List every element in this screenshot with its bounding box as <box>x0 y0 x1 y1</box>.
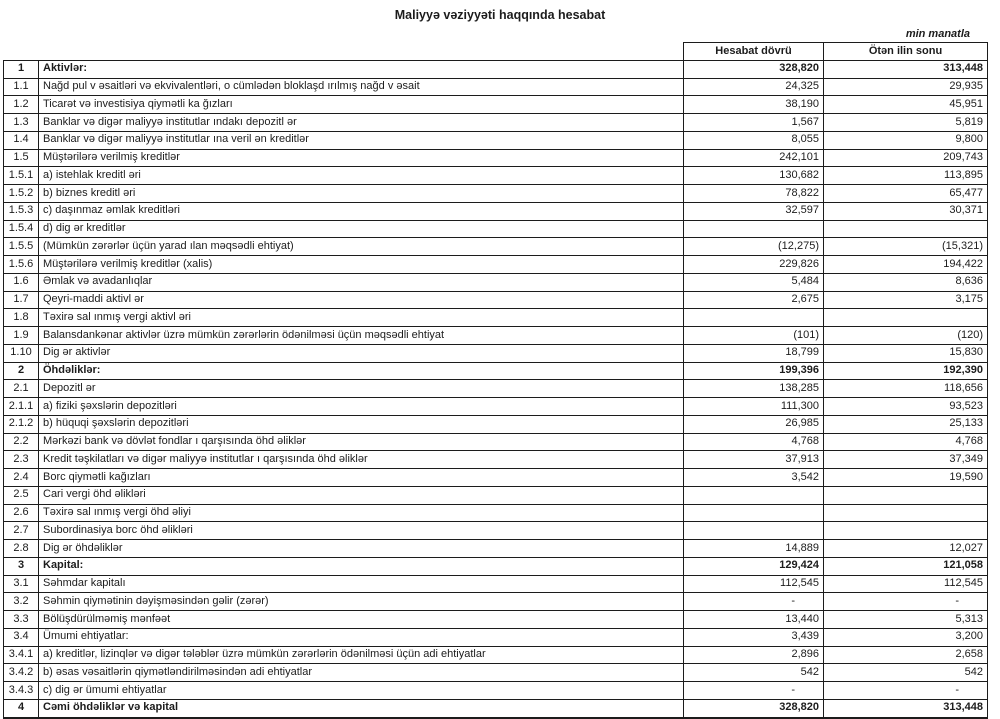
value-previous-year-end: 12,027 <box>824 540 988 558</box>
row-number: 3.3 <box>4 611 39 629</box>
row-number: 3.1 <box>4 575 39 593</box>
table-row <box>4 398 988 416</box>
row-number: 2.7 <box>4 522 39 540</box>
row-label: Kredit təşkilatları və digər maliyyə institutlar ı qarşısında öhd əliklər <box>39 451 684 469</box>
value-previous-year-end: 121,058 <box>824 557 988 575</box>
value-previous-year-end: 2,658 <box>824 646 988 664</box>
row-number: 1.5 <box>4 149 39 167</box>
value-current-period: 2,896 <box>684 646 824 664</box>
row-label: b) biznes kreditl əri <box>39 185 684 203</box>
row-label: Ümumi ehtiyatlar: <box>39 628 684 646</box>
value-previous-year-end: 65,477 <box>824 185 988 203</box>
value-previous-year-end: 3,175 <box>824 291 988 309</box>
value-current-period: 14,889 <box>684 540 824 558</box>
table-row <box>4 664 988 682</box>
row-label: b) əsas vəsaitlərin qiymətləndirilməsindən adi ehtiyatlar <box>39 664 684 682</box>
value-current-period: 38,190 <box>684 96 824 114</box>
value-current-period <box>684 220 824 238</box>
row-label: Təxirə sal ınmış vergi aktivl əri <box>39 309 684 327</box>
value-current-period: (12,275) <box>684 238 824 256</box>
value-current-period: 138,285 <box>684 380 824 398</box>
table-header-row <box>4 43 988 61</box>
table-row <box>4 291 988 309</box>
table-row <box>4 522 988 540</box>
value-current-period: 129,424 <box>684 557 824 575</box>
row-number: 1.2 <box>4 96 39 114</box>
value-previous-year-end: 4,768 <box>824 433 988 451</box>
value-current-period <box>684 504 824 522</box>
value-previous-year-end: 29,935 <box>824 78 988 96</box>
value-previous-year-end: 3,200 <box>824 628 988 646</box>
value-previous-year-end: 118,656 <box>824 380 988 398</box>
value-previous-year-end: 112,545 <box>824 575 988 593</box>
row-number: 2 <box>4 362 39 380</box>
row-label: Cari vergi öhd əlikləri <box>39 486 684 504</box>
value-current-period: 32,597 <box>684 202 824 220</box>
value-current-period <box>684 486 824 504</box>
table-row <box>4 575 988 593</box>
value-previous-year-end: 542 <box>824 664 988 682</box>
value-previous-year-end: (15,321) <box>824 238 988 256</box>
row-label: Aktivlər: <box>39 60 684 78</box>
value-current-period: 5,484 <box>684 273 824 291</box>
table-row <box>4 699 988 717</box>
row-label: Dig ər aktivlər <box>39 344 684 362</box>
value-previous-year-end <box>824 220 988 238</box>
value-previous-year-end <box>824 486 988 504</box>
row-label: Balansdankənar aktivlər üzrə mümkün zərərlərin ödənilməsi üçün məqsədli ehtiyat <box>39 327 684 345</box>
table-row <box>4 60 988 78</box>
value-current-period: 24,325 <box>684 78 824 96</box>
row-number: 1.3 <box>4 114 39 132</box>
row-label: Kapital: <box>39 557 684 575</box>
table-row <box>4 238 988 256</box>
row-number: 2.8 <box>4 540 39 558</box>
table-row <box>4 114 988 132</box>
table-row <box>4 256 988 274</box>
value-current-period: 2,675 <box>684 291 824 309</box>
value-previous-year-end: 37,349 <box>824 451 988 469</box>
value-current-period: 3,542 <box>684 469 824 487</box>
row-label: Banklar və digər maliyyə institutlar ındakı depozitl ər <box>39 114 684 132</box>
row-number: 2.3 <box>4 451 39 469</box>
value-previous-year-end: 313,448 <box>824 60 988 78</box>
header-blank-number <box>4 43 39 61</box>
row-number: 3.4 <box>4 628 39 646</box>
value-current-period: 542 <box>684 664 824 682</box>
value-previous-year-end: 30,371 <box>824 202 988 220</box>
value-current-period: 229,826 <box>684 256 824 274</box>
table-row <box>4 504 988 522</box>
value-current-period: 26,985 <box>684 415 824 433</box>
value-current-period: 4,768 <box>684 433 824 451</box>
table-row <box>4 202 988 220</box>
row-label: a) fiziki şəxslərin depozitləri <box>39 398 684 416</box>
row-number: 3.4.3 <box>4 682 39 700</box>
row-number: 2.5 <box>4 486 39 504</box>
value-previous-year-end: - <box>824 593 988 611</box>
value-previous-year-end: - <box>824 682 988 700</box>
value-previous-year-end: 15,830 <box>824 344 988 362</box>
value-current-period: - <box>684 682 824 700</box>
table-row <box>4 415 988 433</box>
value-current-period: 37,913 <box>684 451 824 469</box>
table-row <box>4 362 988 380</box>
row-number: 2.2 <box>4 433 39 451</box>
row-label: Subordinasiya borc öhd əlikləri <box>39 522 684 540</box>
value-previous-year-end: 45,951 <box>824 96 988 114</box>
row-number: 3.4.2 <box>4 664 39 682</box>
value-current-period <box>684 522 824 540</box>
row-label: Ticarət və investisiya qiymətli ka ğızları <box>39 96 684 114</box>
row-number: 2.6 <box>4 504 39 522</box>
row-number: 1.1 <box>4 78 39 96</box>
table-row <box>4 682 988 700</box>
financial-position-table <box>3 42 988 719</box>
table-row <box>4 273 988 291</box>
value-previous-year-end <box>824 504 988 522</box>
table-row <box>4 628 988 646</box>
row-label: Mərkəzi bank və dövlət fondlar ı qarşısında öhd əliklər <box>39 433 684 451</box>
column-header-current-period: Hesabat dövrü <box>684 43 824 61</box>
table-row <box>4 327 988 345</box>
header-blank-label <box>39 43 684 61</box>
table-row <box>4 220 988 238</box>
row-label: Əmlak və avadanlıqlar <box>39 273 684 291</box>
value-previous-year-end: 192,390 <box>824 362 988 380</box>
row-label: b) hüquqi şəxslərin depozitləri <box>39 415 684 433</box>
row-label: Dig ər öhdəliklər <box>39 540 684 558</box>
table-row <box>4 486 988 504</box>
row-label: Depozitl ər <box>39 380 684 398</box>
value-current-period: 3,439 <box>684 628 824 646</box>
table-row <box>4 149 988 167</box>
page-title: Maliyyə vəziyyəti haqqında hesabat <box>394 8 606 22</box>
value-current-period: (101) <box>684 327 824 345</box>
row-label: Səhmdar kapitalı <box>39 575 684 593</box>
value-previous-year-end: 25,133 <box>824 415 988 433</box>
value-current-period: 1,567 <box>684 114 824 132</box>
table-row <box>4 557 988 575</box>
value-previous-year-end: 113,895 <box>824 167 988 185</box>
row-number: 1.6 <box>4 273 39 291</box>
table-row <box>4 433 988 451</box>
row-label: Borc qiymətli kağızları <box>39 469 684 487</box>
row-number: 1.5.5 <box>4 238 39 256</box>
row-label: a) istehlak kreditl əri <box>39 167 684 185</box>
value-previous-year-end: 194,422 <box>824 256 988 274</box>
row-label: Təxirə sal ınmış vergi öhd əliyi <box>39 504 684 522</box>
table-row <box>4 167 988 185</box>
row-number: 1.5.1 <box>4 167 39 185</box>
row-label: Cəmi öhdəliklər və kapital <box>39 699 684 717</box>
value-current-period: 130,682 <box>684 167 824 185</box>
value-previous-year-end: 93,523 <box>824 398 988 416</box>
row-number: 2.4 <box>4 469 39 487</box>
row-number: 1.5.6 <box>4 256 39 274</box>
value-previous-year-end: (120) <box>824 327 988 345</box>
row-label: Bölüşdürülməmiş mənfəət <box>39 611 684 629</box>
row-number: 1.8 <box>4 309 39 327</box>
value-previous-year-end: 209,743 <box>824 149 988 167</box>
table-row <box>4 309 988 327</box>
row-number: 4 <box>4 699 39 717</box>
table-row <box>4 646 988 664</box>
value-previous-year-end: 5,819 <box>824 114 988 132</box>
row-label: (Mümkün zərərlər üçün yarad ılan məqsədli ehtiyat) <box>39 238 684 256</box>
row-label: Qeyri-maddi aktivl ər <box>39 291 684 309</box>
value-current-period: 199,396 <box>684 362 824 380</box>
table-row <box>4 469 988 487</box>
row-label: c) daşınmaz əmlak kreditləri <box>39 202 684 220</box>
table-row <box>4 185 988 203</box>
row-number: 1 <box>4 60 39 78</box>
row-number: 1.5.3 <box>4 202 39 220</box>
row-number: 1.9 <box>4 327 39 345</box>
row-number: 1.5.4 <box>4 220 39 238</box>
row-number: 1.7 <box>4 291 39 309</box>
value-current-period: 112,545 <box>684 575 824 593</box>
row-label: Müştərilərə verilmiş kreditlər <box>39 149 684 167</box>
value-previous-year-end: 5,313 <box>824 611 988 629</box>
table-row <box>4 451 988 469</box>
value-current-period <box>684 309 824 327</box>
value-current-period: - <box>684 593 824 611</box>
row-number: 2.1 <box>4 380 39 398</box>
value-previous-year-end: 8,636 <box>824 273 988 291</box>
value-current-period: 78,822 <box>684 185 824 203</box>
row-number: 2.1.2 <box>4 415 39 433</box>
row-number: 1.10 <box>4 344 39 362</box>
row-label: c) dig ər ümumi ehtiyatlar <box>39 682 684 700</box>
value-current-period: 328,820 <box>684 699 824 717</box>
value-previous-year-end: 9,800 <box>824 131 988 149</box>
table-row <box>4 131 988 149</box>
row-label: Nağd pul v əsaitləri və ekvivalentləri, o cümlədən bloklaşd ırılmış nağd v əsait <box>39 78 684 96</box>
value-current-period: 242,101 <box>684 149 824 167</box>
row-label: d) dig ər kreditlər <box>39 220 684 238</box>
value-previous-year-end: 19,590 <box>824 469 988 487</box>
table-row <box>4 96 988 114</box>
value-current-period: 8,055 <box>684 131 824 149</box>
value-current-period: 328,820 <box>684 60 824 78</box>
value-current-period: 13,440 <box>684 611 824 629</box>
table-row <box>4 380 988 398</box>
table-body <box>4 60 988 717</box>
row-number: 3.2 <box>4 593 39 611</box>
row-label: Öhdəliklər: <box>39 362 684 380</box>
value-previous-year-end: 313,448 <box>824 699 988 717</box>
table-row <box>4 593 988 611</box>
row-label: Müştərilərə verilmiş kreditlər (xalis) <box>39 256 684 274</box>
table-row <box>4 540 988 558</box>
value-current-period: 18,799 <box>684 344 824 362</box>
table-row <box>4 78 988 96</box>
row-number: 3 <box>4 557 39 575</box>
unit-note: min manatla <box>905 28 970 40</box>
table-row <box>4 611 988 629</box>
value-previous-year-end <box>824 522 988 540</box>
row-label: a) kreditlər, lizinqlər və digər tələblər üzrə mümkün zərərlərin ödənilməsi üçün adi ehtiyatlar <box>39 646 684 664</box>
row-number: 1.4 <box>4 131 39 149</box>
column-header-previous-year-end: Ötən ilin sonu <box>824 43 988 61</box>
value-current-period: 111,300 <box>684 398 824 416</box>
row-label: Səhmin qiymətinin dəyişməsindən gəlir (zərər) <box>39 593 684 611</box>
table-row <box>4 344 988 362</box>
row-number: 1.5.2 <box>4 185 39 203</box>
value-previous-year-end <box>824 309 988 327</box>
row-number: 2.1.1 <box>4 398 39 416</box>
row-label: Banklar və digər maliyyə institutlar ına veril ən kreditlər <box>39 131 684 149</box>
row-number: 3.4.1 <box>4 646 39 664</box>
